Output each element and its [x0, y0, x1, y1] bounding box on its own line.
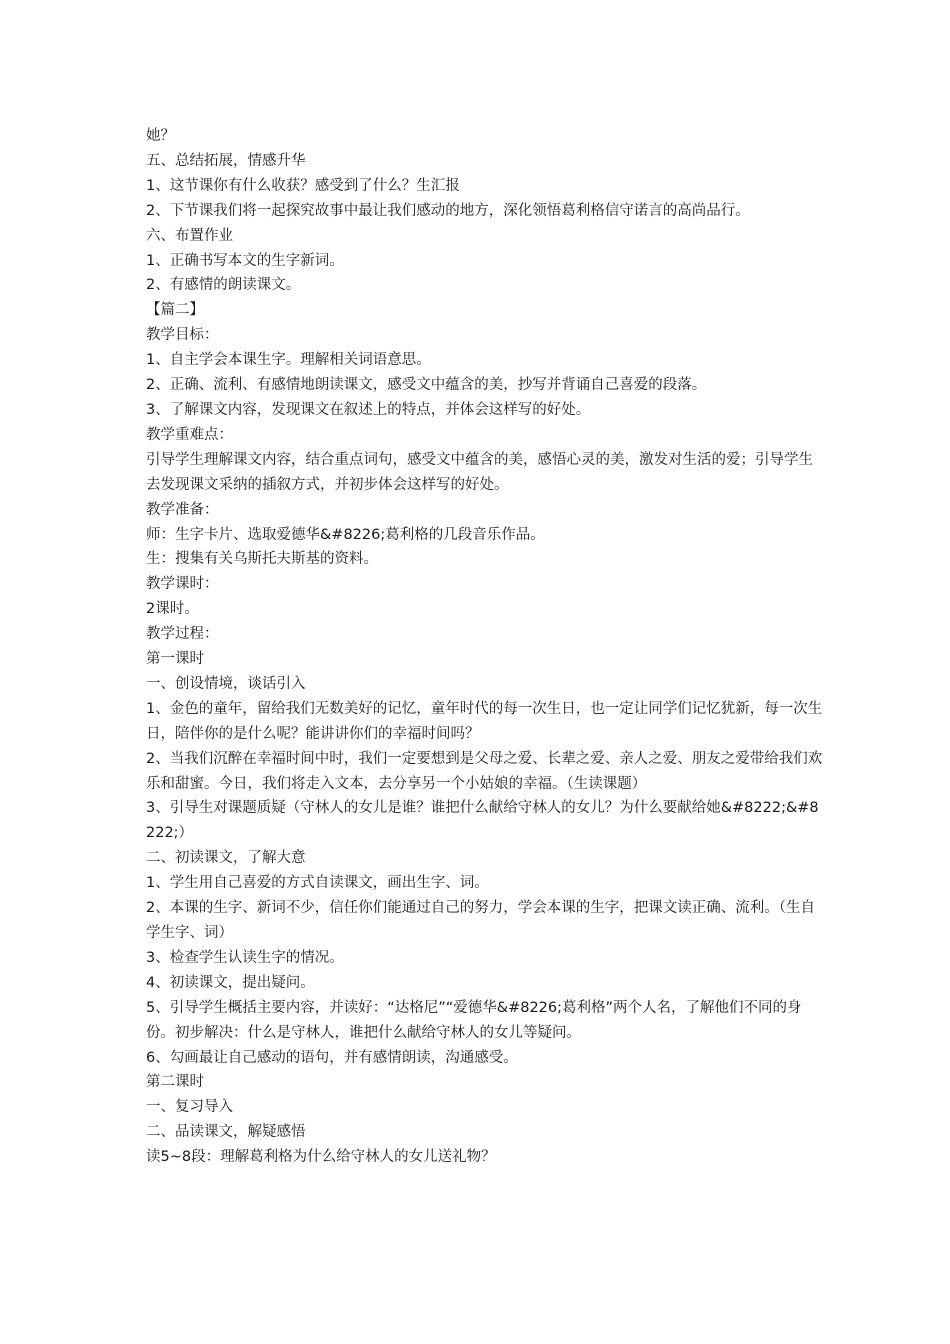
section-heading: 教学重难点： [146, 426, 233, 443]
section-heading: 教学目标： [146, 327, 219, 344]
section-heading: 一、复习导入 [146, 1099, 233, 1116]
text-line: 3、检查学生认读生字的情况。 [146, 949, 344, 966]
section-heading: 教学过程： [146, 626, 219, 643]
text-line: 1、学生用自己喜爱的方式自读课文，画出生字、词。 [146, 875, 489, 892]
text-line: 引导学生理解课文内容，结合重点词句，感受文中蕴含的美，感悟心灵的美，激发对生活的爱；引导学生去发现课文采纳的插叙方式，并初步体会这样写的好处。 [146, 451, 813, 493]
text-line: 1、金色的童年，留给我们无数美好的记忆，童年时代的每一次生日，也一定让同学们记忆犹新，每一次生日，陪伴你的是什么呢？能讲讲你们的幸福时间吗？ [146, 700, 823, 742]
text-line: 3、引导生对课题质疑（守林人的女儿是谁？谁把什么献给守林人的女儿？为什么要献给她&#8222;&#8222;） [146, 800, 819, 842]
lesson-heading: 第二课时 [146, 1074, 204, 1091]
section-heading: 六、布置作业 [146, 227, 233, 244]
lesson-heading: 第一课时 [146, 651, 204, 668]
text-line: 生：搜集有关乌斯托夫斯基的资料。 [146, 551, 378, 568]
section-heading: 教学课时： [146, 576, 219, 593]
section-heading: 二、初读课文，了解大意 [146, 850, 306, 867]
text-line: 5、引导学生概括主要内容，并读好：“达格尼”“爱德华&#8226;葛利格”两个人名，了解他们不同的身份。初步解决：什么是守林人，谁把什么献给守林人的女儿等疑问。 [146, 999, 802, 1041]
text-line: 2、下节课我们将一起探究故事中最让我们感动的地方，深化领悟葛利格信守诺言的高尚品行。 [146, 202, 750, 219]
text-line: 读5~8段：理解葛利格为什么给守林人的女儿送礼物？ [146, 1149, 496, 1166]
text-line: 2、本课的生字、新词不少，信任你们能通过自己的努力，学会本课的生字，把课文读正确、流利。（生自学生字、词） [146, 900, 815, 941]
text-line: 2、当我们沉醉在幸福时间中时，我们一定要想到是父母之爱、长辈之爱、亲人之爱、朋友之爱带给我们欢乐和甜蜜。今日，我们将走入文本，去分享另一个小姑娘的幸福。（生读课题） [146, 750, 823, 792]
text-line: 师：生字卡片、选取爱德华&#8226;葛利格的几段音乐作品。 [146, 526, 545, 543]
text-line: 1、自主学会本课生字。理解相关词语意思。 [146, 352, 431, 369]
text-line: 1、这节课你有什么收获？感受到了什么？生汇报 [146, 177, 460, 194]
text-line: 4、初读课文，提出疑问。 [146, 974, 315, 991]
text-line: 3、了解课文内容，发现课文在叙述上的特点，并体会这样写的好处。 [146, 401, 591, 418]
text-line: 2、正确、流利、有感情地朗读课文，感受文中蕴含的美，抄写并背诵自己喜爱的段落。 [146, 377, 707, 394]
text-line: 2、有感情的朗读课文。 [146, 277, 301, 294]
text-line: 她？ [146, 128, 175, 144]
text-line: 6、勾画最让自己感动的语句，并有感情朗读，沟通感受。 [146, 1049, 518, 1066]
text-line: 2课时。 [146, 601, 199, 618]
document-body [146, 124, 826, 1170]
section-heading: 五、总结拓展，情感升华 [146, 152, 306, 169]
section-heading: 一、创设情境，谈话引入 [146, 675, 306, 692]
section-heading: 二、品读课文，解疑感悟 [146, 1124, 306, 1141]
section-heading: 教学准备： [146, 501, 219, 518]
text-line: 1、正确书写本文的生字新词。 [146, 252, 344, 269]
part-heading: 【篇二】 [146, 302, 204, 319]
